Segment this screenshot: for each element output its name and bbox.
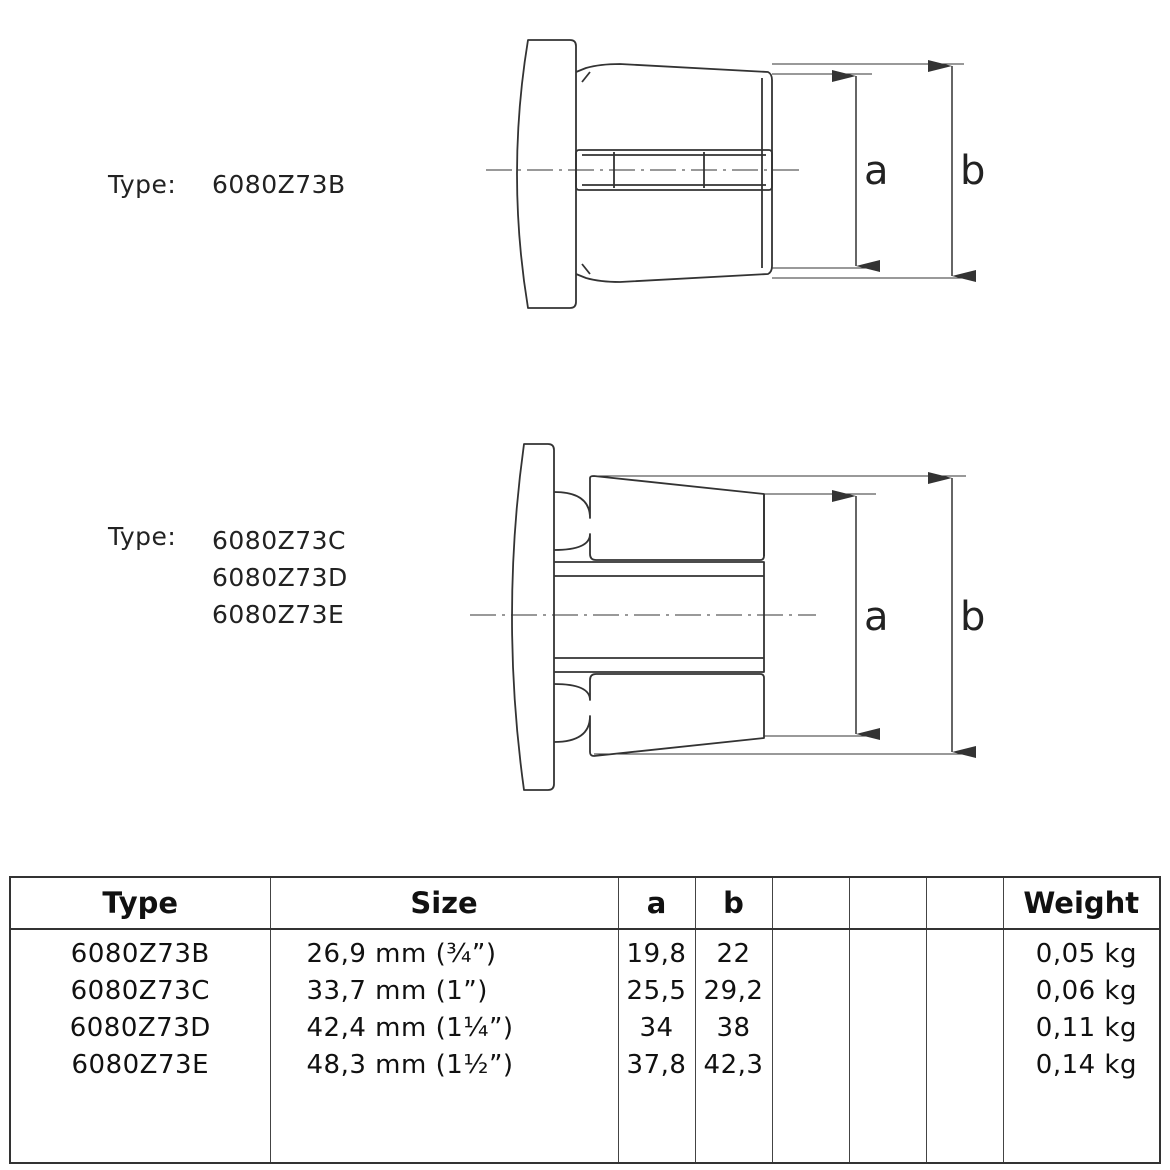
header-weight: Weight xyxy=(1003,877,1160,929)
header-b: b xyxy=(695,877,772,929)
bottom-dimension-label-a: a xyxy=(864,594,889,640)
bottom-cap-head xyxy=(512,444,554,790)
table-cell-b: 29,2 xyxy=(703,976,764,1006)
bottom-center-web xyxy=(554,562,764,672)
header-empty xyxy=(849,877,926,929)
empty-column xyxy=(772,929,849,1163)
top-dimension-label-a: a xyxy=(864,148,889,194)
table-cell-a: 34 xyxy=(639,1013,674,1043)
table-cell-a: 19,8 xyxy=(626,939,687,969)
type-column xyxy=(10,929,270,1163)
table-cell-type: 6080Z73B xyxy=(70,939,210,969)
top-body-edge xyxy=(582,72,590,274)
bottom-upper-fin xyxy=(554,476,764,560)
type-code: 6080Z73E xyxy=(212,600,345,629)
bottom-lower-fin xyxy=(554,674,764,756)
top-dimension-label-b: b xyxy=(960,148,986,194)
type-prefix: Type: xyxy=(108,522,177,551)
table-cell-weight: 0,11 kg xyxy=(1035,1013,1137,1043)
header-size: Size xyxy=(270,877,618,929)
table-cell-b: 22 xyxy=(716,939,751,969)
specification-table xyxy=(9,876,1161,1164)
header-empty xyxy=(926,877,1003,929)
size-column xyxy=(270,929,618,1163)
table-cell-b: 42,3 xyxy=(703,1050,764,1080)
table-cell-size: 33,7 mm (1”) xyxy=(306,976,488,1006)
type-code: 6080Z73B xyxy=(212,170,346,199)
weight-column xyxy=(1003,929,1160,1163)
top-cap-head xyxy=(517,40,576,308)
a-column xyxy=(618,929,695,1163)
type-code: 6080Z73D xyxy=(212,563,348,592)
table-header-row xyxy=(10,877,1160,929)
table-cell-size: 48,3 mm (1½”) xyxy=(306,1050,514,1080)
header-empty xyxy=(772,877,849,929)
table-cell-type: 6080Z73D xyxy=(69,1013,211,1043)
type-prefix: Type: xyxy=(108,170,177,199)
top-end-cap-drawing xyxy=(517,40,772,308)
top-cap-body xyxy=(576,64,772,282)
table-cell-size: 26,9 mm (¾”) xyxy=(306,939,497,969)
table-cell-weight: 0,05 kg xyxy=(1035,939,1137,969)
table-cell-weight: 0,14 kg xyxy=(1035,1050,1137,1080)
bottom-end-cap-drawing xyxy=(512,444,764,790)
table-cell-size: 42,4 mm (1¼”) xyxy=(306,1013,514,1043)
table-cell-a: 37,8 xyxy=(626,1050,687,1080)
table-cell-a: 25,5 xyxy=(626,976,687,1006)
table-cell-weight: 0,06 kg xyxy=(1035,976,1137,1006)
empty-column xyxy=(849,929,926,1163)
bottom-dimension-label-b: b xyxy=(960,594,986,640)
table-cell-type: 6080Z73C xyxy=(70,976,210,1006)
header-a: a xyxy=(618,877,695,929)
header-type: Type xyxy=(10,877,270,929)
table-body xyxy=(10,929,1160,1163)
table-cell-b: 38 xyxy=(716,1013,751,1043)
table-cell-type: 6080Z73E xyxy=(71,1050,209,1080)
type-code: 6080Z73C xyxy=(212,526,347,555)
b-column xyxy=(695,929,772,1163)
empty-column xyxy=(926,929,1003,1163)
